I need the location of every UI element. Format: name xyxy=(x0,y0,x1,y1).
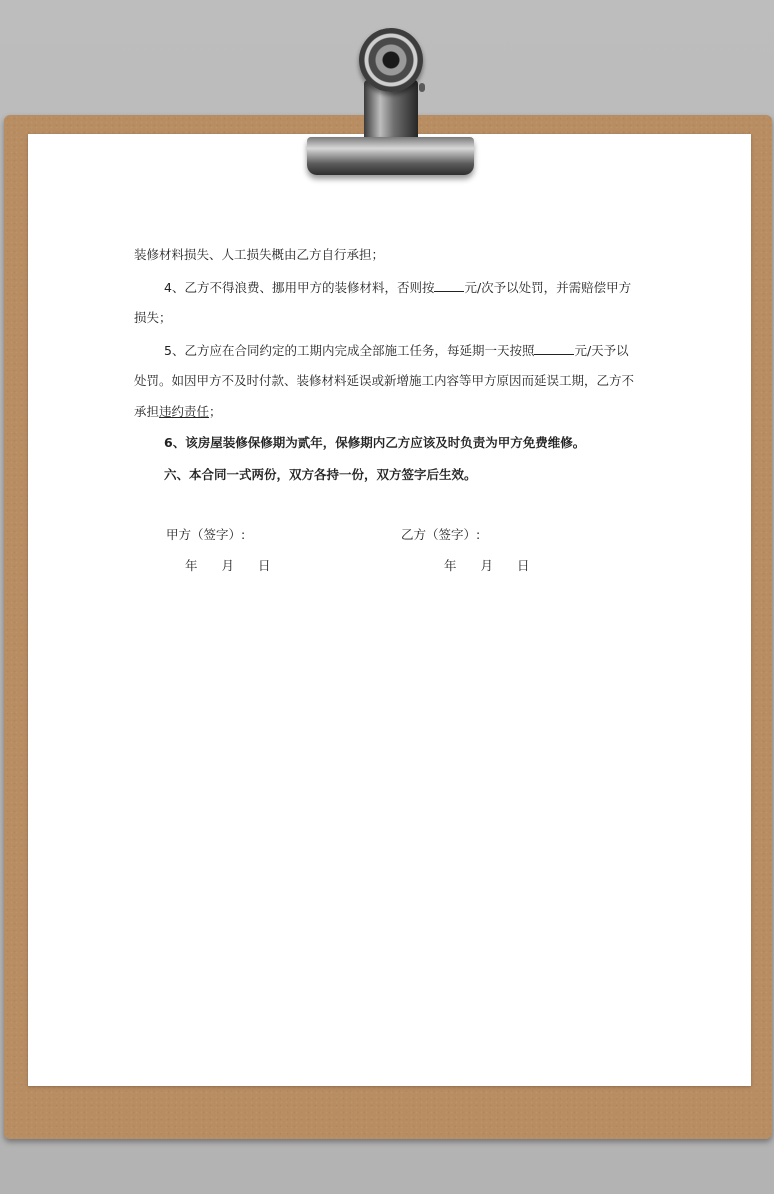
clause-4-line-2: 损失； xyxy=(134,310,172,325)
clip-pin xyxy=(419,83,425,92)
delay-penalty-blank[interactable] xyxy=(534,340,574,355)
clause-5-text-a: 5、乙方应在合同约定的工期内完成全部施工任务，每延期一天按照 xyxy=(164,343,535,358)
breach-liability-term: 违约责任 xyxy=(159,404,210,419)
year-label: 年 xyxy=(185,558,198,573)
day-label: 日 xyxy=(258,558,271,573)
month-label: 月 xyxy=(221,558,235,573)
month-label: 月 xyxy=(480,558,494,573)
clause-5-line-3 xyxy=(134,402,222,422)
party-a-date xyxy=(185,556,295,576)
clause-5-text-d: 承担 xyxy=(134,404,160,419)
paragraph-line: 装修材料损失、人工损失概由乙方自行承担； xyxy=(134,247,385,262)
day-label: 日 xyxy=(517,558,530,573)
clause-5-line-1 xyxy=(134,340,629,361)
year-label: 年 xyxy=(444,558,457,573)
clause-5-line-2: 处罚。如因甲方不及时付款、装修材料延误或新增施工内容等甲方原因而延误工期，乙方不 xyxy=(134,373,635,388)
clip-ring-icon xyxy=(359,28,423,92)
party-b-date xyxy=(444,556,554,576)
clause-4-line-1 xyxy=(134,277,631,298)
clip-base xyxy=(307,137,474,175)
clause-6: 6、该房屋装修保修期为贰年，保修期内乙方应该及时负责为甲方免费维修。 xyxy=(164,435,586,450)
clause-4-text-a: 4、乙方不得浪费、挪用甲方的装修材料，否则按 xyxy=(164,280,435,295)
clause-5-text-b: 元/天予以 xyxy=(574,343,629,358)
clause-4-text-b: 元/次予以处罚，并需赔偿甲方 xyxy=(464,280,632,295)
party-a-signature-label: 甲方（签字）: xyxy=(166,527,246,542)
clause-six-effective: 六、本合同一式两份，双方各持一份，双方签字后生效。 xyxy=(164,467,477,482)
penalty-blank[interactable] xyxy=(434,277,464,292)
party-b-signature-label: 乙方（签字）: xyxy=(401,527,481,542)
clause-5-text-e: ； xyxy=(209,404,222,419)
